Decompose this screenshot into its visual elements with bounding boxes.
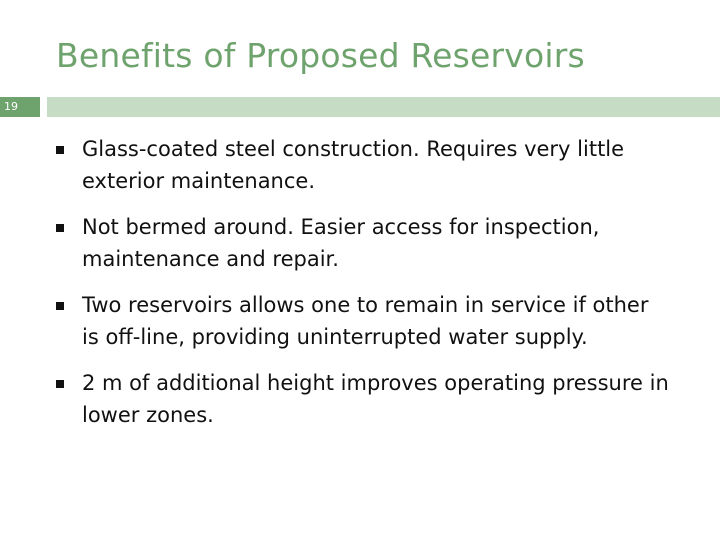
bullet-item <box>56 211 676 275</box>
square-bullet-icon <box>56 302 64 310</box>
bullet-list <box>56 133 676 445</box>
bullet-item <box>56 367 676 431</box>
square-bullet-icon <box>56 146 64 154</box>
bullet-text: Not bermed around. Easier access for inspection, maintenance and repair. <box>82 215 600 271</box>
square-bullet-icon <box>56 224 64 232</box>
header-divider-band <box>47 97 720 117</box>
bullet-text: Two reservoirs allows one to remain in service if other is off-line, providing uninterrupted water supply. <box>82 293 649 349</box>
bullet-item <box>56 289 676 353</box>
square-bullet-icon <box>56 380 64 388</box>
slide-title: Benefits of Proposed Reservoirs <box>56 36 585 75</box>
bullet-text: 2 m of additional height improves operating pressure in lower zones. <box>82 371 669 427</box>
slide-number: 19 <box>4 100 18 113</box>
bullet-item <box>56 133 676 197</box>
bullet-text: Glass-coated steel construction. Requires very little exterior maintenance. <box>82 137 625 193</box>
